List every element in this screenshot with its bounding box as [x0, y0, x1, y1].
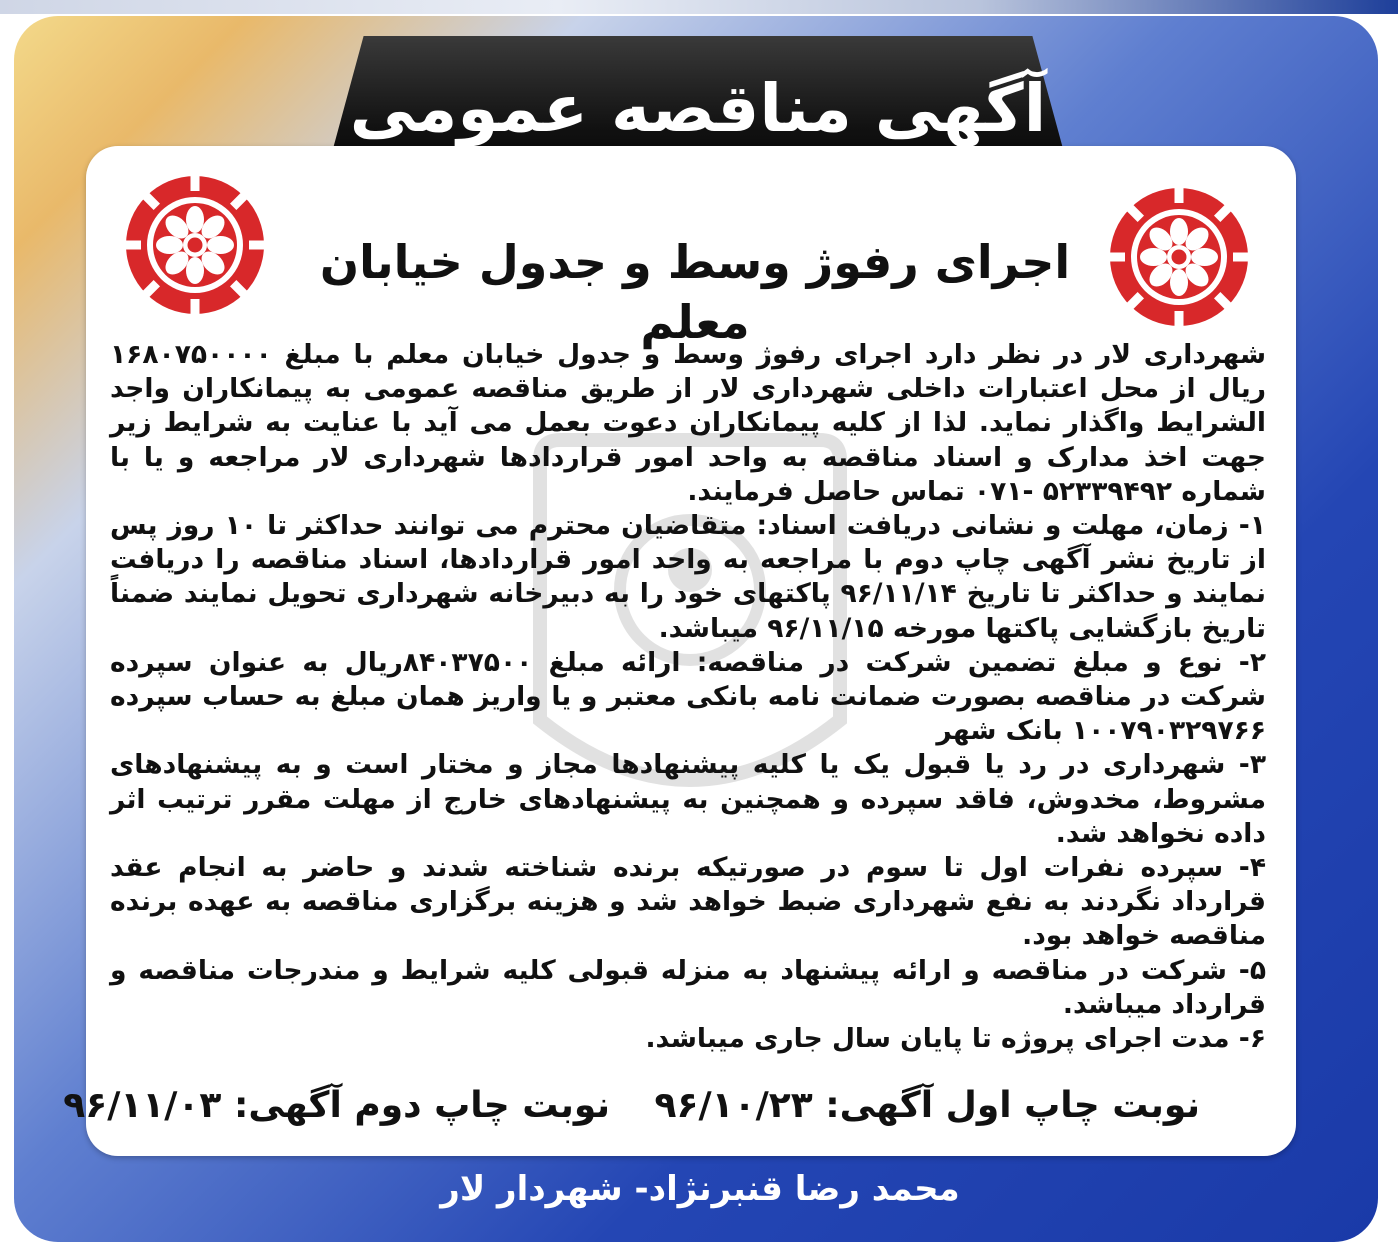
condition-item: ۴- سپرده نفرات اول تا سوم در صورتیکه برنده شناخته شدند و حاضر به انجام عقد قرارداد نگردند به نفع شهرداری ضبط خواهد شد و هزینه برگزاری مناقصه به عهده برنده مناقصه خواهد بود.: [110, 852, 1266, 952]
municipality-emblem-icon: [120, 170, 270, 320]
condition-item: ۵- شرکت در مناقصه و ارائه پیشنهاد به منزله قبولی کلیه شرایط و مندرجات مناقصه و قرارداد میباشد.: [110, 954, 1266, 1020]
page-title: آگهی مناقصه عمومی: [349, 70, 1047, 147]
intro-paragraph: شهرداری لار در نظر دارد اجرای رفوژ وسط و جدول خیابان معلم با مبلغ ۱۶۸۰۷۵۰۰۰۰ ریال از محل اعتبارات داخلی شهرداری لار از طریق مناقصه عمومی به پیمانکاران واجد الشرایط واگذار نماید. لذا از کلیه پیمانکاران دعوت بعمل می آید با عنایت به شرایط زیر جهت اخذ مدارک و اسناد مناقصه به واحد امور قراردادها شهرداری لار مراجعه و یا با شماره ۵۲۳۳۹۴۹۲ -۰۷۱ تماس حاصل فرمایند.: [110, 339, 1266, 507]
condition-item: ۱- زمان، مهلت و نشانی دریافت اسناد: متقاضیان محترم می توانند حداکثر تا ۱۰ روز پس از تاریخ نشر آگهی چاپ دوم با مراجعه به واحد امور قراردادها، اسناد مناقصه را دریافت نمایند و حداکثر تا تاریخ ۹۶/۱۱/۱۴ پاکتهای خود را به دبیرخانه شهرداری تحویل نمایند ضمناً تاریخ بازگشایی پاکتها مورخه ۹۶/۱۱/۱۵ میباشد.: [110, 510, 1267, 644]
project-subtitle: اجرای رفوژ وسط و جدول خیابان معلم: [319, 235, 1071, 349]
condition-item: ۲- نوع و مبلغ تضمین شرکت در مناقصه: ارائه مبلغ ۸۴۰۳۷۵۰۰ریال به عنوان سپرده شرکت در مناقصه بصورت ضمانت نامه بانکی معتبر و یا واریز همان مبلغ به حساب سپرده ۱۰۰۷۹۰۳۲۹۷۶۶ بانک شهر: [110, 646, 1266, 747]
announcement-body: [110, 338, 1266, 1056]
first-print-date: نوبت چاپ اول آگهی: ۹۶/۱۰/۲۳: [654, 1085, 1200, 1126]
mayor-signature: محمد رضا قنبرنژاد- شهردار لار: [440, 1169, 960, 1209]
condition-item: ۶- مدت اجرای پروژه تا پایان سال جاری میباشد.: [645, 1023, 1266, 1055]
municipality-emblem-icon: [1104, 182, 1254, 332]
condition-item: ۳- شهرداری در رد یا قبول یک یا کلیه پیشنهادها مجاز و مختار است و به پیشنهادهای مشروط، مخدوش، فاقد سپرده و همچنین به پیشنهادهای خارج از مهلت مقرر ترتیب اثر داده نخواهد شد.: [110, 749, 1266, 849]
second-print-date: نوبت چاپ دوم آگهی: ۹۶/۱۱/۰۳: [63, 1085, 610, 1126]
top-decorative-strip: [0, 0, 1398, 14]
